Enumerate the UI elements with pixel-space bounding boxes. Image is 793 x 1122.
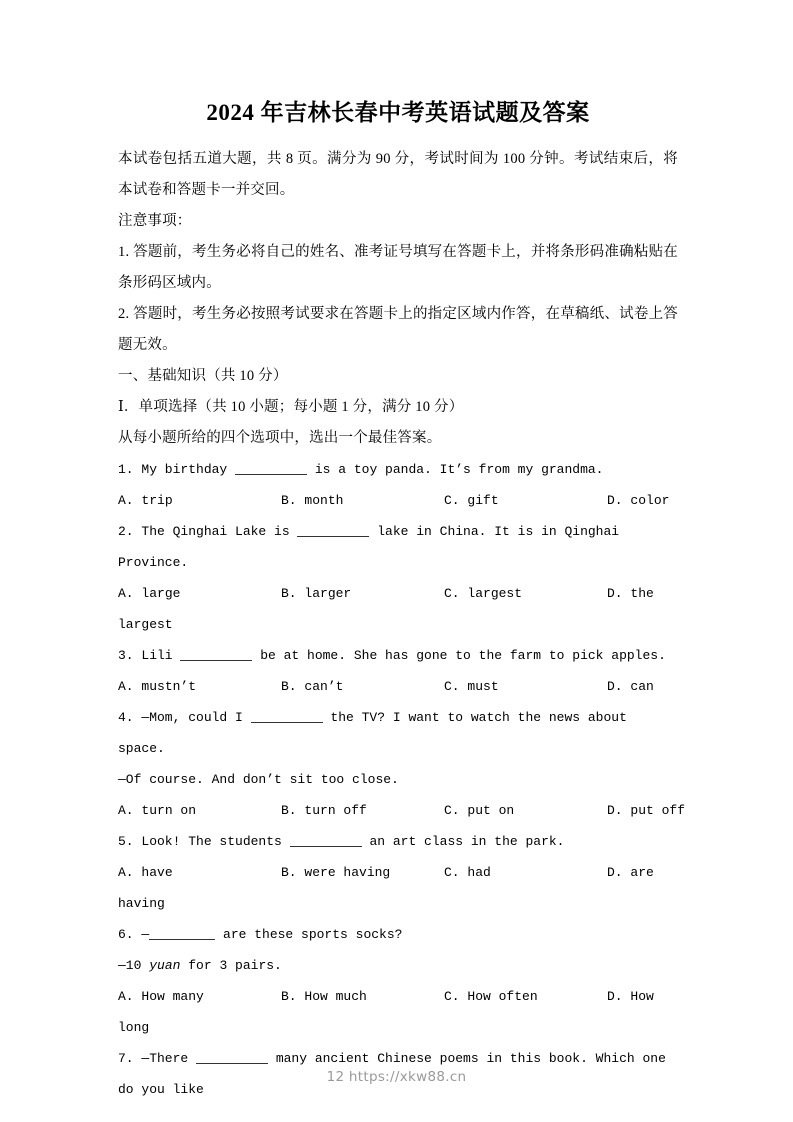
question-stem-before: 4. —Mom, could I	[118, 710, 251, 725]
option-row	[118, 795, 686, 826]
answer-blank	[290, 835, 362, 847]
question-stem-line2	[118, 950, 678, 981]
option-b[interactable]	[281, 578, 351, 609]
section-heading: 一、基础知识（共 10 分）	[118, 368, 288, 384]
question-stem	[118, 702, 678, 764]
option-d[interactable]	[607, 981, 654, 1012]
option-key: B.	[281, 803, 297, 818]
option-a[interactable]	[118, 578, 180, 609]
option-d[interactable]	[607, 485, 669, 516]
option-key: A.	[118, 679, 134, 694]
option-text: How many	[141, 989, 204, 1004]
option-a[interactable]	[118, 671, 196, 702]
option-text: large	[141, 586, 181, 601]
question-stem-after: lake in China. It is in Qinghai Province.	[118, 524, 627, 570]
option-c[interactable]	[444, 857, 491, 888]
question-stem-before: 2. The Qinghai Lake is	[118, 524, 298, 539]
option-text: turn off	[304, 803, 367, 818]
option-key: A.	[118, 865, 134, 880]
option-key: C.	[444, 803, 460, 818]
option-key: A.	[118, 586, 134, 601]
option-key: D.	[607, 493, 623, 508]
italic-term: yuan	[149, 958, 181, 973]
part-heading: Ⅰ．单项选择（共 10 小题；每小题 1 分，满分 10 分）	[118, 399, 464, 415]
question-stem-after: the TV? I want to watch the news about space.	[118, 710, 635, 756]
option-key: C.	[444, 493, 460, 508]
option-b[interactable]	[281, 981, 367, 1012]
option-key: B.	[281, 679, 297, 694]
part-instruction: 从每小题所给的四个选项中，选出一个最佳答案。	[118, 430, 442, 446]
option-c[interactable]	[444, 485, 499, 516]
option-c[interactable]	[444, 671, 499, 702]
answer-blank	[180, 649, 252, 661]
option-text: put on	[467, 803, 515, 818]
intro-paragraph: 本试卷包括五道大题，共 8 页。满分为 90 分，考试时间为 100 分钟。考试结束后，将本试卷和答题卡一并交回。	[118, 151, 678, 198]
option-text: had	[467, 865, 491, 880]
option-a[interactable]	[118, 485, 173, 516]
question-stem-after: is a toy panda. It’s from my grandma.	[307, 462, 604, 477]
option-row	[118, 671, 678, 702]
option-text: turn on	[141, 803, 197, 818]
question-stem-after: many ancient Chinese poems in this book. Which one do you like	[118, 1051, 674, 1097]
option-text: have	[141, 865, 173, 880]
option-a[interactable]	[118, 857, 173, 888]
option-key: C.	[444, 989, 460, 1004]
option-overflow: having	[118, 896, 165, 911]
option-d[interactable]	[607, 578, 654, 609]
option-b[interactable]	[281, 485, 343, 516]
option-text: How	[630, 989, 654, 1004]
question-stem-before: 6. —	[118, 927, 150, 942]
option-key: C.	[444, 679, 460, 694]
option-d[interactable]	[607, 857, 654, 888]
option-text: larger	[304, 586, 352, 601]
option-text: can’t	[304, 679, 344, 694]
option-key: D.	[607, 989, 623, 1004]
option-c[interactable]	[444, 981, 538, 1012]
question-stem-after: are these sports socks?	[215, 927, 403, 942]
question-stem-after: an art class in the park.	[361, 834, 565, 849]
option-key: D.	[607, 865, 623, 880]
question-stem-before: 3. Lili	[118, 648, 181, 663]
option-b[interactable]	[281, 671, 343, 702]
notice-label: 注意事项：	[118, 213, 192, 229]
option-text: How often	[467, 989, 538, 1004]
option-row	[118, 857, 678, 888]
notice-item-2: 2. 答题时，考生务必按照考试要求在答题卡上的指定区域内作答，在草稿纸、试卷上答题无效。	[118, 306, 678, 353]
answer-line-before: —10	[118, 958, 150, 973]
option-key: B.	[281, 989, 297, 1004]
answer-blank	[297, 525, 369, 537]
option-key: B.	[281, 865, 297, 880]
option-overflow: long	[118, 1020, 150, 1035]
page-footer: 12 https://xkw88.cn	[326, 1069, 467, 1085]
option-text: must	[467, 679, 499, 694]
option-key: D.	[607, 586, 623, 601]
page-title: 2024 年吉林长春中考英语试题及答案	[206, 100, 590, 125]
answer-blank	[235, 463, 307, 475]
option-text: were having	[304, 865, 391, 880]
question-stem	[118, 826, 678, 857]
option-key: D.	[607, 803, 623, 818]
option-row	[118, 485, 678, 516]
option-d[interactable]	[607, 671, 654, 702]
option-c[interactable]	[444, 578, 522, 609]
option-text: color	[630, 493, 670, 508]
answer-line-after: for 3 pairs.	[180, 958, 282, 973]
question-stem	[118, 640, 678, 671]
option-row	[118, 578, 678, 609]
question-stem-line2: —Of course. And don’t sit too close.	[118, 772, 399, 787]
option-text: trip	[141, 493, 173, 508]
option-key: B.	[281, 586, 297, 601]
question-stem-before: 1. My birthday	[118, 462, 236, 477]
question-stem	[118, 454, 678, 485]
option-row	[118, 981, 678, 1012]
option-key: A.	[118, 803, 134, 818]
option-text: mustn’t	[141, 679, 197, 694]
option-a[interactable]	[118, 795, 196, 826]
option-text: month	[304, 493, 344, 508]
option-key: C.	[444, 865, 460, 880]
document-content	[118, 96, 686, 1105]
option-key: A.	[118, 989, 134, 1004]
option-b[interactable]	[281, 857, 390, 888]
option-text: largest	[467, 586, 523, 601]
option-text: put off	[630, 803, 686, 818]
option-text: How much	[304, 989, 367, 1004]
option-c[interactable]	[444, 795, 514, 826]
option-overflow: largest	[118, 617, 173, 632]
option-text: are	[630, 865, 654, 880]
question-stem-before: 5. Look! The students	[118, 834, 290, 849]
answer-blank	[196, 1052, 268, 1064]
option-key: C.	[444, 586, 460, 601]
answer-blank	[149, 928, 215, 940]
option-a[interactable]	[118, 981, 204, 1012]
option-text: can	[630, 679, 654, 694]
option-text: gift	[467, 493, 499, 508]
notice-item-1: 1. 答题前，考生务必将自己的姓名、准考证号填写在答题卡上，并将条形码准确粘贴在条形码区域内。	[118, 244, 678, 291]
question-stem-after: be at home. She has gone to the farm to pick apples.	[252, 648, 666, 663]
option-text: the	[630, 586, 654, 601]
option-d[interactable]	[607, 795, 685, 826]
option-key: D.	[607, 679, 623, 694]
question-stem	[118, 919, 678, 950]
answer-blank	[251, 711, 323, 723]
option-b[interactable]	[281, 795, 367, 826]
option-key: B.	[281, 493, 297, 508]
question-stem	[118, 516, 678, 578]
option-key: A.	[118, 493, 134, 508]
question-stem-before: 7. —There	[118, 1051, 197, 1066]
